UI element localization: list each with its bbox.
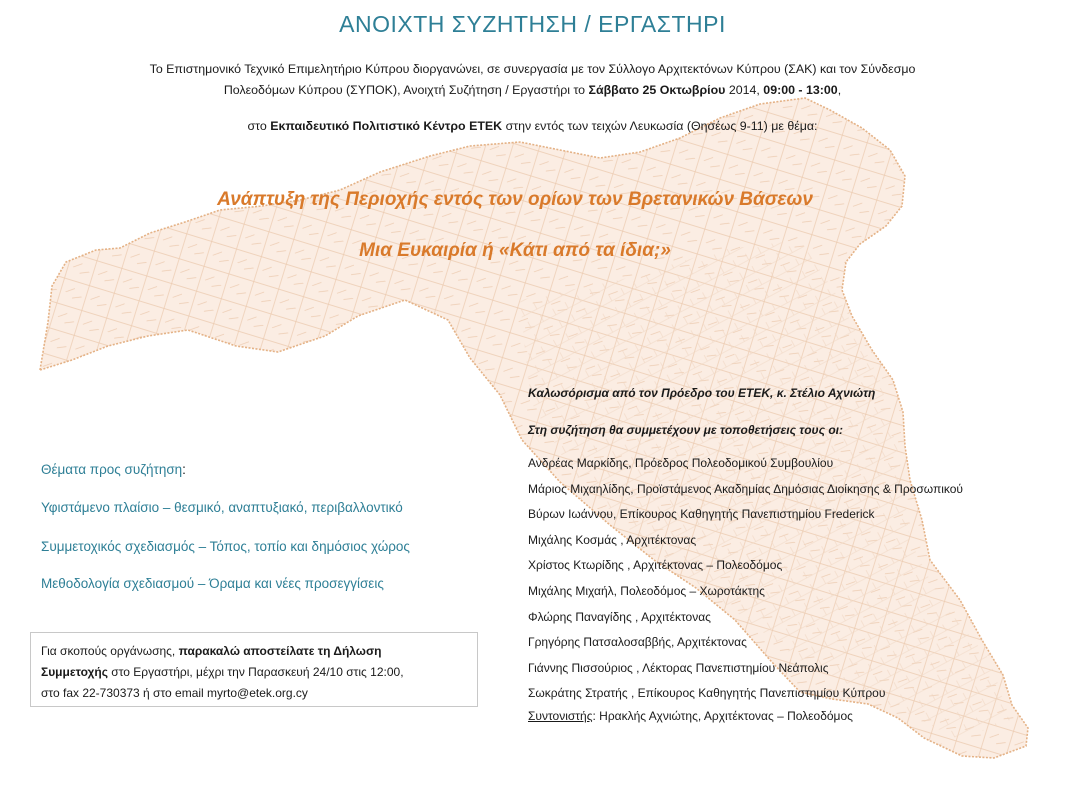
venue-line bbox=[40, 116, 1025, 137]
participant-item: Βύρων Ιωάννου, Επίκουρος Καθηγητής Πανεπιστημίου Frederick bbox=[528, 507, 875, 522]
welcome-line: Καλωσόρισμα από τον Πρόεδρο του ΕΤΕΚ, κ. Στέλιο Αχνιώτη bbox=[528, 386, 876, 400]
theme-item: Συμμετοχικός σχεδιασμός – Τόπος, τοπίο και δημόσιος χώρος bbox=[41, 539, 410, 554]
participant-item: Γιάννης Πισσούριος , Λέκτορας Πανεπιστημίου Νεάπολις bbox=[528, 660, 829, 675]
page-title: ΑΝΟΙΧΤΗ ΣΥΖΗΤΗΣΗ / ΕΡΓΑΣΤΗΡΙ bbox=[339, 11, 726, 37]
topic-title: Ανάπτυξη της Περιοχής εντός των ορίων των Βρετανικών Βάσεων bbox=[217, 189, 813, 210]
event-year: 2014, bbox=[725, 83, 764, 97]
registration-bold-1: παρακαλώ αποστείλατε τη Δήλωση bbox=[178, 644, 382, 658]
moderator-role: Συντονιστής bbox=[528, 709, 593, 723]
venue-suffix: στην εντός των τειχών Λευκωσία (Θησέως 9-11) με θέμα: bbox=[502, 119, 818, 133]
registration-text-1: Για σκοπούς οργάνωσης, bbox=[41, 644, 179, 658]
venue-name: Εκπαιδευτικό Πολιτιστικό Κέντρο ΕΤΕΚ bbox=[270, 119, 503, 133]
registration-line-3: στο fax 22-730373 ή στο email myrto@etek.org.cy bbox=[41, 686, 308, 700]
moderator-line bbox=[528, 709, 853, 723]
venue-prefix: στο bbox=[247, 119, 271, 133]
registration-box bbox=[30, 632, 478, 707]
themes-heading bbox=[41, 462, 186, 477]
participant-item: Σωκράτης Στρατής , Επίκουρος Καθηγητής Πανεπιστημίου Κύπρου bbox=[528, 686, 886, 701]
themes-heading-colon: : bbox=[182, 462, 186, 477]
intro-line-2-end: , bbox=[837, 83, 842, 97]
participant-item: Γρηγόρης Πατσαλοσαββής, Αρχιτέκτονας bbox=[528, 635, 747, 650]
intro-line-1: Το Επιστημονικό Τεχνικό Επιμελητήριο Κύπρου διοργανώνει, σε συνεργασία με τον Σύλλογο Αρχιτεκτόνων Κύπρου (ΣΑΚ) και τον Σύνδεσμο bbox=[149, 62, 916, 76]
topic-subtitle: Μια Ευκαιρία ή «Κάτι από τα ίδια;» bbox=[359, 240, 671, 261]
theme-item: Υφιστάμενο πλαίσιο – θεσμικό, αναπτυξιακό, περιβαλλοντικό bbox=[41, 500, 403, 515]
participant-item: Μιχάλης Κοσμάς , Αρχιτέκτονας bbox=[528, 532, 697, 547]
registration-line-1 bbox=[41, 641, 467, 662]
event-date: Σάββατο 25 Οκτωβρίου bbox=[588, 83, 726, 97]
participant-item: Μιχάλης Μιχαήλ, Πολεοδόμος – Χωροτάκτης bbox=[528, 583, 765, 598]
registration-line-2 bbox=[41, 662, 467, 683]
participant-item: Χρίστος Κτωρίδης , Αρχιτέκτονας – Πολεοδόμος bbox=[528, 558, 783, 573]
intro-line-2 bbox=[40, 80, 1025, 101]
participant-item: Φλώρης Παναγίδης , Αρχιτέκτονας bbox=[528, 609, 711, 624]
event-time: 09:00 - 13:00 bbox=[763, 83, 838, 97]
themes-heading-text: Θέματα προς συζήτηση bbox=[41, 462, 183, 477]
registration-text-2: στο Εργαστήρι, μέχρι την Παρασκευή 24/10 στις 12:00, bbox=[107, 665, 404, 679]
participant-item: Μάριος Μιχαηλίδης, Προϊστάμενος Ακαδημίας Δημόσιας Διοίκησης & Προσωπικού bbox=[528, 481, 963, 496]
intro-paragraph bbox=[40, 59, 1025, 101]
registration-bold-2: Συμμετοχής bbox=[41, 665, 108, 679]
participant-item: Ανδρέας Μαρκίδης, Πρόεδρος Πολεοδομικού Συμβουλίου bbox=[528, 456, 834, 470]
intro-line-2-start: Πολεοδόμων Κύπρου (ΣΥΠΟΚ), Ανοιχτή Συζήτηση / Εργαστήρι το bbox=[223, 83, 589, 97]
participants-list bbox=[528, 455, 963, 711]
moderator-name: : Ηρακλής Αχνιώτης, Αρχιτέκτονας – Πολεοδόμος bbox=[592, 709, 853, 723]
participants-heading: Στη συζήτηση θα συμμετέχουν με τοποθετήσεις τους οι: bbox=[528, 423, 843, 437]
theme-item: Μεθοδολογία σχεδιασμού – Όραμα και νέες προσεγγίσεις bbox=[41, 576, 384, 591]
